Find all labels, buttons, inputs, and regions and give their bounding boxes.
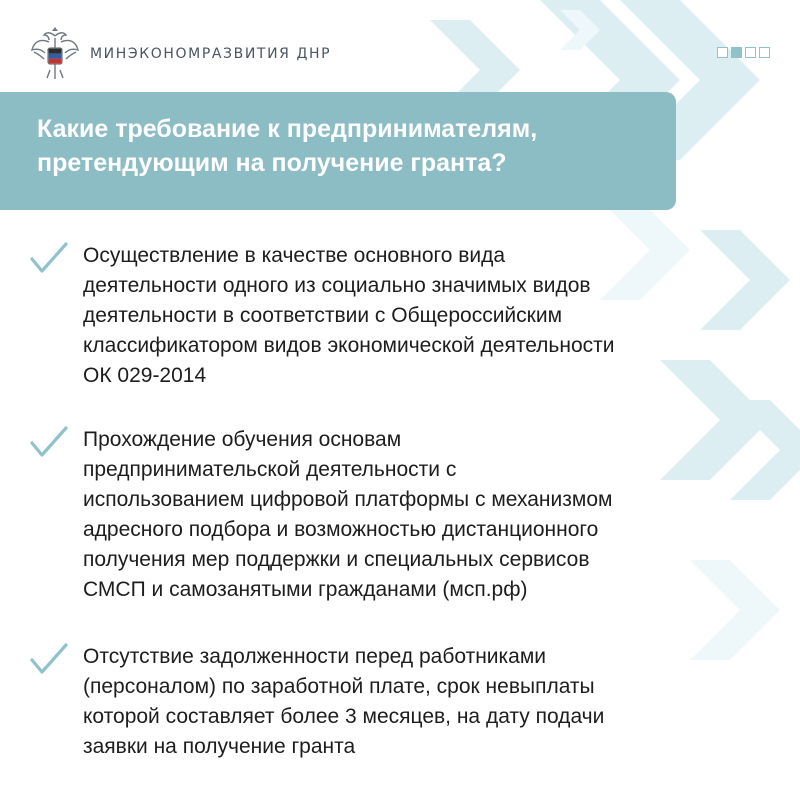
requirement-text: Отсутствие задолженности перед работниками (персоналом) по заработной плате, срок невыплаты которой составляет более 3 месяцев, на дату подачи заявки на получение гранта (83, 645, 605, 758)
title-line-2: претендующим на получение гранта? (37, 149, 507, 177)
checkmark-icon (30, 241, 68, 275)
requirement-text: Осуществление в качестве основного вида деятельности одного из социально значимых видов деятельности в соответствии с Общероссийским классификатором видов экономической деятельности ОК 029-2014 (83, 244, 615, 387)
title-line-1: Какие требование к предпринимателям, (37, 115, 538, 143)
checkmark-icon (30, 425, 68, 459)
checkmark-icon (30, 642, 68, 676)
requirement-text: Прохождение обучения основам предпринимательской деятельности с использованием цифровой платформы с механизмом адресного подбора и возможностью дистанционного получения мер поддержки и специальных сервисов СМСП и самозанятыми гражданами (мсп.рф) (83, 428, 613, 601)
ministry-name: МИНЭКОНОМРАЗВИТИЯ ДНР (90, 46, 332, 62)
